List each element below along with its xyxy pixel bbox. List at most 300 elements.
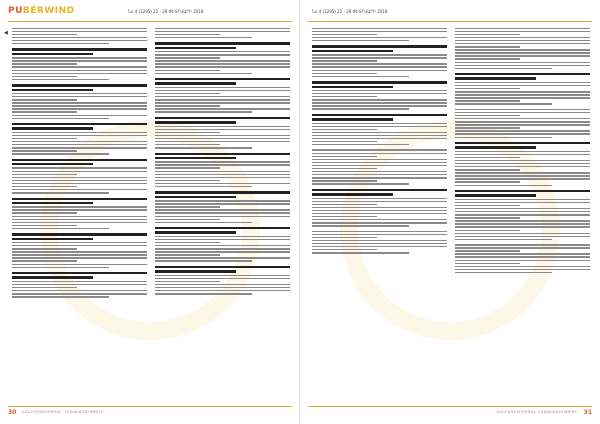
text-line — [12, 225, 77, 226]
text-line — [312, 183, 409, 184]
text-line — [455, 127, 520, 128]
text-line — [12, 177, 147, 178]
text-line — [455, 100, 520, 101]
text-line — [455, 236, 590, 237]
text-line — [312, 141, 377, 142]
text-line — [155, 278, 290, 279]
text-line — [455, 46, 520, 47]
text-line — [455, 263, 520, 264]
text-block — [12, 198, 147, 230]
heading-line — [12, 48, 147, 50]
heading-line — [12, 233, 147, 235]
text-line — [12, 251, 147, 252]
text-line — [12, 150, 77, 151]
heading-line — [455, 73, 590, 75]
text-line — [455, 49, 590, 50]
text-line — [12, 60, 147, 61]
issue-info: Նո 4 (1295) 22 - 28 ՓԵՏՐՎԱՐԻ 2018 — [312, 9, 388, 14]
text-line — [455, 133, 590, 134]
text-line — [12, 99, 77, 100]
text-line — [12, 144, 147, 145]
text-line — [455, 244, 590, 245]
text-line — [312, 99, 447, 100]
text-line — [155, 248, 290, 249]
heading-line — [312, 193, 393, 195]
text-line — [455, 169, 520, 170]
text-line — [12, 76, 77, 77]
text-line — [312, 219, 447, 220]
text-block — [455, 73, 590, 105]
text-line — [312, 174, 447, 175]
text-line — [312, 132, 447, 133]
text-line — [155, 212, 290, 213]
heading-line — [155, 227, 290, 229]
text-line — [155, 293, 252, 294]
text-line — [12, 141, 147, 142]
text-line — [455, 253, 590, 254]
text-line — [455, 239, 552, 240]
text-line — [12, 264, 147, 265]
logo-rest: BÉRWIND — [22, 6, 75, 16]
heading-line — [312, 189, 447, 191]
text-line — [12, 171, 147, 172]
text-line — [155, 200, 290, 201]
text-line — [155, 216, 290, 217]
column-right — [155, 26, 290, 402]
text-line — [312, 222, 447, 223]
text-line — [455, 82, 590, 83]
text-line — [155, 171, 290, 172]
text-line — [312, 252, 409, 253]
text-line — [155, 186, 252, 187]
text-block — [12, 233, 147, 268]
text-line — [155, 260, 252, 261]
text-line — [12, 147, 147, 148]
text-line — [155, 239, 290, 240]
footer-text: ՀԱՆՐԱՊԵՏՈՒԹՅԱՆ ԴԱՏԱԽԱԶՈՒԹՅՈՒՆ — [22, 410, 104, 414]
text-line — [312, 180, 377, 181]
text-line — [455, 172, 590, 173]
text-line — [12, 212, 77, 213]
text-line — [455, 220, 590, 221]
text-line — [155, 66, 290, 67]
heading-line — [455, 194, 536, 196]
text-line — [312, 153, 447, 154]
heading-line — [312, 45, 447, 47]
text-line — [12, 245, 147, 246]
text-line — [155, 219, 220, 220]
text-line — [12, 290, 147, 291]
text-block — [155, 117, 290, 149]
text-block — [155, 28, 290, 39]
text-line — [312, 201, 447, 202]
text-line — [155, 236, 290, 237]
page-number: 30 — [8, 409, 17, 416]
text-line — [12, 79, 109, 80]
text-line — [12, 34, 77, 35]
arrow-icon: ◀ — [4, 30, 8, 36]
text-block — [312, 149, 447, 184]
text-line — [155, 209, 290, 210]
heading-line — [12, 53, 93, 55]
heading-line — [12, 272, 147, 274]
header-rule — [308, 21, 592, 22]
heading-line — [155, 153, 290, 155]
right-page — [300, 0, 600, 424]
text-block — [12, 272, 147, 298]
heading-line — [155, 121, 236, 123]
header-rule — [8, 21, 292, 22]
text-line — [455, 43, 590, 44]
text-line — [12, 267, 109, 268]
text-line — [455, 88, 520, 89]
text-line — [12, 66, 147, 67]
text-line — [155, 73, 252, 74]
text-line — [155, 147, 252, 148]
text-line — [312, 73, 377, 74]
text-line — [312, 105, 447, 106]
text-line — [312, 34, 377, 35]
text-line — [155, 281, 220, 282]
text-line — [12, 219, 147, 220]
text-line — [12, 206, 147, 207]
text-block — [455, 190, 590, 240]
heading-line — [155, 231, 236, 233]
text-line — [12, 28, 147, 29]
text-line — [12, 287, 77, 288]
text-line — [312, 126, 447, 127]
text-line — [155, 245, 290, 246]
text-block — [455, 28, 590, 69]
text-line — [455, 178, 590, 179]
heading-line — [312, 118, 393, 120]
heading-line — [312, 114, 447, 116]
text-line — [12, 111, 77, 112]
footer-rule — [308, 406, 592, 407]
text-line — [455, 137, 552, 138]
text-line — [12, 31, 147, 32]
text-line — [455, 208, 590, 209]
text-line — [312, 177, 447, 178]
text-line — [155, 87, 290, 88]
issue-info: Նո 4 (1295) 22 - 28 ՓԵՏՐՎԱՐԻ 2018 — [128, 9, 204, 14]
text-line — [455, 130, 590, 131]
text-line — [155, 174, 290, 175]
text-line — [155, 51, 290, 52]
page-header — [308, 6, 592, 20]
heading-line — [12, 198, 147, 200]
text-line — [155, 132, 220, 133]
text-line — [12, 135, 147, 136]
text-line — [12, 183, 147, 184]
text-line — [312, 135, 447, 136]
heading-line — [155, 157, 236, 159]
page-footer — [8, 406, 292, 418]
text-line — [455, 223, 590, 224]
text-line — [455, 211, 590, 212]
text-line — [12, 153, 109, 154]
text-line — [12, 105, 147, 106]
text-line — [12, 209, 147, 210]
text-line — [12, 254, 147, 255]
heading-line — [12, 123, 147, 125]
text-line — [312, 31, 447, 32]
text-line — [155, 34, 220, 35]
heading-line — [12, 202, 93, 204]
text-line — [12, 167, 147, 168]
text-line — [12, 248, 77, 249]
text-line — [155, 206, 220, 207]
text-block — [12, 159, 147, 194]
text-line — [455, 34, 520, 35]
text-line — [155, 254, 220, 255]
text-line — [455, 40, 590, 41]
text-line — [155, 290, 290, 291]
text-line — [155, 222, 252, 223]
text-line — [155, 54, 290, 55]
text-line — [155, 102, 290, 103]
text-line — [312, 93, 447, 94]
text-line — [12, 96, 147, 97]
text-line — [455, 115, 520, 116]
text-line — [455, 52, 590, 53]
text-line — [12, 73, 147, 74]
text-line — [312, 54, 447, 55]
text-line — [155, 183, 290, 184]
footer-text: ՀԱՆՐԱՊԵՏՈՒԹՅԱՆ ԴԱՏԱԽԱԶՈՒԹՅՈՒՆ — [496, 410, 578, 414]
text-line — [455, 121, 590, 122]
text-line — [12, 43, 109, 44]
text-line — [12, 260, 77, 261]
text-line — [312, 168, 377, 169]
text-line — [155, 105, 220, 106]
logo-prefix: PU — [8, 6, 23, 16]
text-line — [12, 63, 77, 64]
text-line — [155, 164, 290, 165]
text-line — [155, 111, 252, 112]
text-line — [312, 96, 377, 97]
text-line — [455, 85, 590, 86]
text-line — [312, 102, 447, 103]
text-line — [155, 284, 290, 285]
text-line — [155, 287, 290, 288]
text-line — [312, 123, 447, 124]
text-line — [455, 65, 590, 66]
footer-rule — [8, 406, 292, 407]
heading-line — [155, 117, 290, 119]
text-line — [455, 151, 590, 152]
text-line — [12, 192, 109, 193]
text-line — [312, 246, 447, 247]
text-line — [155, 28, 290, 29]
text-line — [455, 37, 590, 38]
text-line — [312, 162, 447, 163]
text-line — [455, 109, 590, 110]
heading-line — [155, 47, 236, 49]
text-line — [455, 103, 552, 104]
heading-line — [12, 276, 93, 278]
text-line — [455, 31, 590, 32]
text-line — [12, 186, 77, 187]
text-line — [455, 175, 590, 176]
text-line — [312, 207, 447, 208]
text-line — [155, 31, 290, 32]
text-line — [312, 243, 447, 244]
text-line — [455, 163, 590, 164]
text-line — [455, 166, 590, 167]
text-line — [12, 284, 147, 285]
column-left — [312, 26, 447, 402]
text-line — [155, 242, 220, 243]
text-line — [155, 275, 290, 276]
text-line — [312, 213, 447, 214]
text-line — [12, 108, 147, 109]
text-line — [155, 257, 290, 258]
text-line — [312, 159, 447, 160]
text-line — [12, 216, 147, 217]
text-block — [312, 231, 447, 254]
heading-line — [455, 142, 590, 144]
text-line — [455, 272, 552, 273]
text-line — [155, 99, 290, 100]
text-line — [12, 189, 147, 190]
text-line — [455, 112, 590, 113]
text-line — [155, 57, 220, 58]
text-line — [312, 40, 409, 41]
text-line — [155, 177, 290, 178]
text-line — [455, 214, 590, 215]
text-line — [12, 93, 147, 94]
text-line — [155, 203, 290, 204]
text-line — [155, 135, 290, 136]
text-line — [155, 96, 290, 97]
text-line — [455, 160, 590, 161]
text-line — [155, 37, 252, 38]
text-line — [155, 63, 290, 64]
heading-line — [155, 42, 290, 44]
heading-line — [312, 86, 393, 88]
text-line — [455, 205, 520, 206]
text-line — [155, 70, 220, 71]
heading-line — [155, 196, 236, 198]
heading-line — [12, 159, 147, 161]
text-line — [312, 198, 447, 199]
text-line — [12, 293, 147, 294]
text-line — [12, 257, 147, 258]
text-line — [455, 154, 590, 155]
text-line — [312, 249, 377, 250]
text-line — [12, 174, 77, 175]
heading-line — [12, 84, 147, 86]
text-line — [455, 91, 590, 92]
heading-line — [155, 191, 290, 193]
text-block — [312, 189, 447, 227]
text-line — [455, 55, 590, 56]
text-line — [155, 90, 290, 91]
text-line — [155, 60, 290, 61]
text-line — [312, 171, 447, 172]
text-line — [312, 237, 377, 238]
text-line — [312, 216, 377, 217]
text-line — [455, 266, 590, 267]
text-columns — [312, 26, 590, 402]
text-line — [455, 247, 590, 248]
text-line — [12, 40, 147, 41]
heading-line — [155, 266, 290, 268]
text-line — [455, 233, 590, 234]
text-line — [12, 228, 109, 229]
column-right — [455, 26, 590, 402]
text-line — [12, 102, 147, 103]
text-line — [12, 180, 147, 181]
page-number: 31 — [583, 409, 592, 416]
text-line — [312, 149, 447, 150]
text-line — [312, 138, 447, 139]
text-block — [455, 244, 590, 273]
text-line — [155, 93, 220, 94]
text-line — [312, 66, 447, 67]
text-block — [155, 153, 290, 188]
text-line — [155, 167, 220, 168]
text-line — [312, 156, 377, 157]
text-columns — [12, 26, 290, 402]
text-line — [155, 144, 220, 145]
text-line — [312, 37, 447, 38]
text-line — [455, 256, 590, 257]
text-line — [455, 269, 590, 270]
text-line — [312, 234, 447, 235]
heading-line — [155, 82, 236, 84]
heading-line — [155, 78, 290, 80]
text-line — [12, 138, 77, 139]
text-block — [312, 28, 447, 42]
text-line — [312, 76, 409, 77]
text-line — [312, 60, 377, 61]
heading-line — [12, 89, 93, 91]
text-line — [312, 231, 447, 232]
text-line — [12, 57, 147, 58]
text-line — [155, 251, 290, 252]
heading-line — [12, 238, 93, 240]
text-line — [312, 28, 447, 29]
text-line — [455, 230, 520, 231]
heading-line — [312, 50, 393, 52]
page-footer — [308, 406, 592, 418]
text-line — [155, 108, 290, 109]
text-line — [12, 242, 147, 243]
text-line — [155, 141, 290, 142]
text-line — [455, 217, 520, 218]
text-block — [155, 191, 290, 223]
text-line — [455, 124, 590, 125]
text-block — [455, 109, 590, 138]
text-line — [455, 202, 590, 203]
text-line — [312, 225, 409, 226]
text-line — [455, 185, 552, 186]
text-line — [12, 37, 147, 38]
text-line — [455, 199, 590, 200]
text-line — [12, 281, 147, 282]
text-line — [12, 296, 109, 297]
text-line — [312, 165, 447, 166]
text-line — [312, 90, 447, 91]
heading-line — [455, 190, 590, 192]
text-block — [12, 28, 147, 45]
heading-line — [12, 163, 93, 165]
text-line — [455, 58, 520, 59]
text-line — [312, 70, 447, 71]
column-left — [12, 26, 147, 402]
